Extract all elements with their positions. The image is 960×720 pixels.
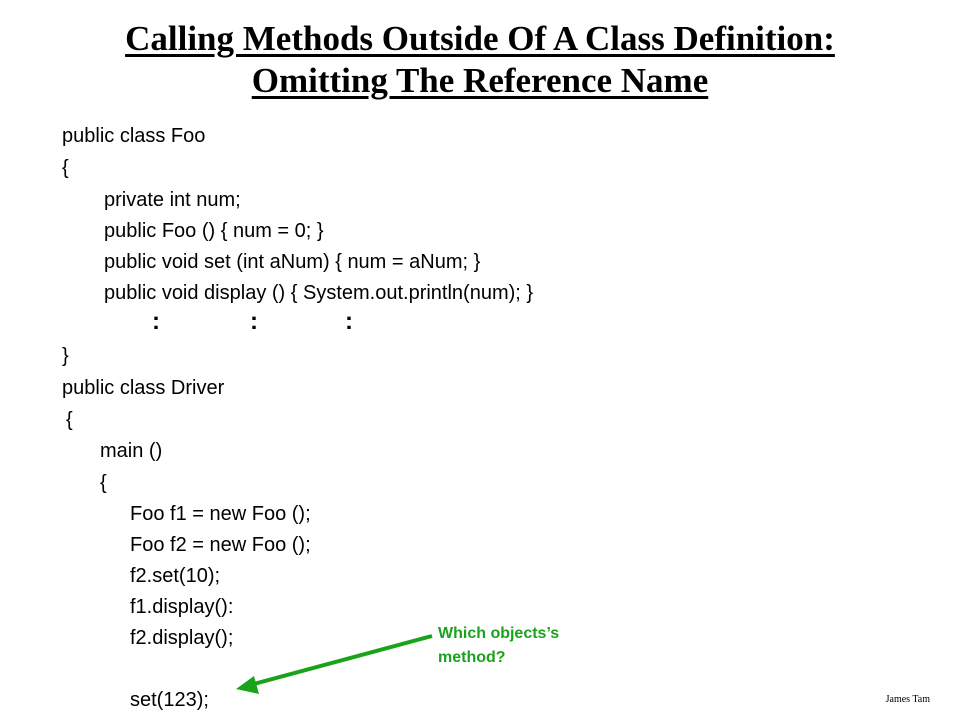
code-main-open-brace: { bbox=[100, 472, 107, 494]
code-statement-f2-display: f2.display(); bbox=[130, 627, 234, 649]
code-ellipsis-colon: : bbox=[250, 308, 258, 335]
slide-title-line-2: Omitting The Reference Name bbox=[251, 61, 709, 100]
callout-line-1: Which objects’s bbox=[438, 625, 560, 642]
code-constructor: public Foo () { num = 0; } bbox=[104, 220, 324, 242]
code-field-declaration: private int num; bbox=[104, 189, 241, 211]
callout-note bbox=[438, 622, 638, 670]
code-driver-class-declaration: public class Driver bbox=[62, 377, 225, 399]
code-statement-f2-set: f2.set(10); bbox=[130, 565, 221, 587]
code-foo-open-brace: { bbox=[62, 157, 69, 179]
code-main-declaration: main () bbox=[100, 440, 163, 462]
code-statement-new-f2: Foo f2 = new Foo (); bbox=[130, 534, 311, 556]
code-ellipsis-colon: : bbox=[345, 308, 353, 335]
callout-line-2: method? bbox=[438, 649, 506, 666]
code-statement-bare-set: set(123); bbox=[130, 689, 209, 711]
code-statement-f1-display: f1.display(): bbox=[130, 596, 234, 618]
code-ellipsis-colon: : bbox=[152, 308, 160, 335]
code-driver-open-brace: { bbox=[66, 409, 73, 431]
slide-title-line-1: Calling Methods Outside Of A Class Definition: bbox=[125, 19, 835, 58]
code-foo-close-brace: } bbox=[62, 345, 69, 367]
code-foo-class-declaration: public class Foo bbox=[62, 125, 206, 147]
code-statement-new-f1: Foo f1 = new Foo (); bbox=[130, 503, 311, 525]
author-credit: James Tam bbox=[885, 694, 930, 705]
code-display-method: public void display () { System.out.println(num); } bbox=[104, 282, 534, 304]
code-set-method: public void set (int aNum) { num = aNum; } bbox=[104, 251, 481, 273]
